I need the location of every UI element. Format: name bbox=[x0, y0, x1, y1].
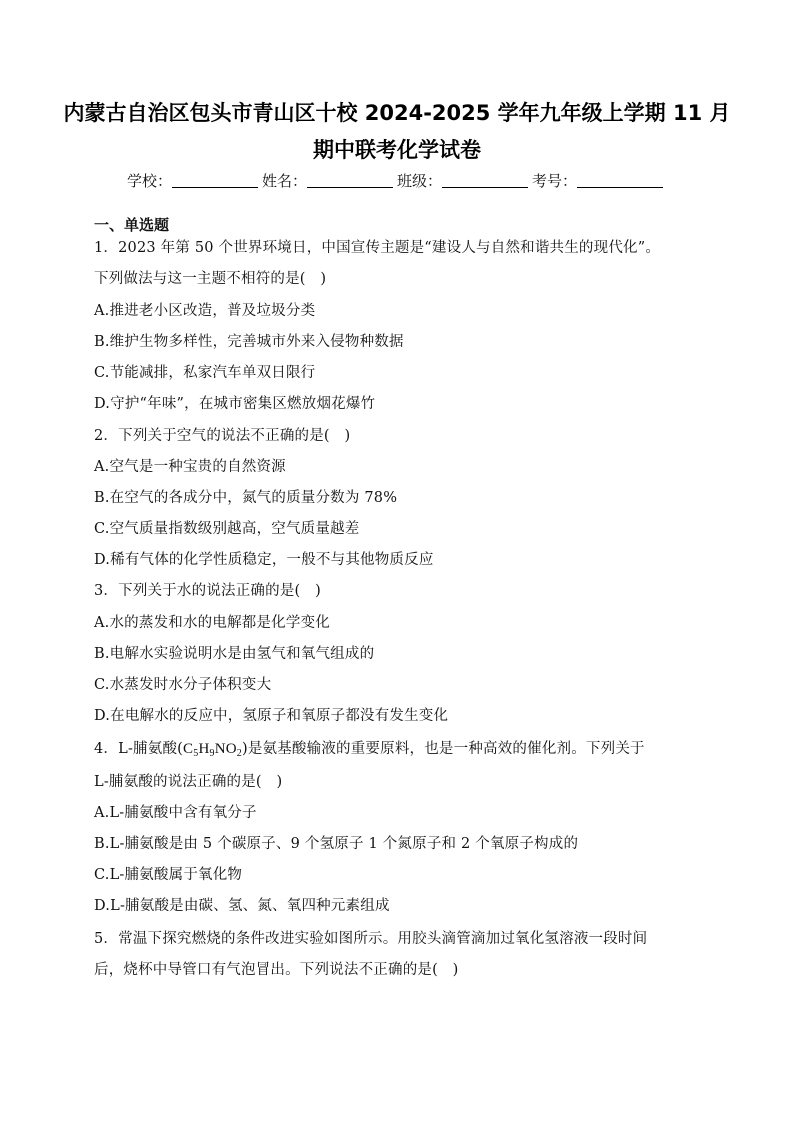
school-label: 学校： bbox=[126, 172, 172, 190]
question-1-text-line2: 下列做法与这一主题不相符的是( ) bbox=[94, 271, 327, 287]
question-4-text-pre: 4．L-脯氨酸( bbox=[94, 741, 184, 757]
question-4-text-line1 bbox=[94, 739, 645, 764]
student-info-row bbox=[0, 170, 794, 192]
name-blank[interactable] bbox=[307, 173, 393, 188]
question-1-option-d[interactable]: D.守护“年味”，在城市密集区燃放烟花爆竹 bbox=[94, 396, 376, 412]
question-4-option-d[interactable]: D.L-脯氨酸是由碳、氢、氮、氧四种元素组成 bbox=[94, 898, 390, 914]
class-blank[interactable] bbox=[442, 173, 528, 188]
question-1-text-line1: 1．2023 年第 50 个世界环境日，中国宣传主题是“建设人与自然和谐共生的现代化”。 bbox=[94, 240, 661, 256]
question-5-text-line1: 5．常温下探究燃烧的条件改进实验如图所示。用胶头滴管滴加过氧化氢溶液一段时间 bbox=[94, 931, 648, 947]
question-3-option-c[interactable]: C.水蒸发时水分子体积变大 bbox=[94, 677, 272, 693]
question-4-text-post: )是氨基酸输液的重要原料，也是一种高效的催化剂。下列关于 bbox=[241, 741, 645, 757]
class-label: 班级： bbox=[397, 172, 443, 190]
question-2-option-d[interactable]: D.稀有气体的化学性质稳定，一般不与其他物质反应 bbox=[94, 552, 434, 568]
question-3-text: 3．下列关于水的说法正确的是( ) bbox=[94, 583, 321, 599]
exam-title-line2: 期中联考化学试卷 bbox=[313, 138, 481, 162]
question-2-option-a[interactable]: A.空气是一种宝贵的自然资源 bbox=[94, 459, 286, 475]
question-3-option-a[interactable]: A.水的蒸发和水的电解都是化学变化 bbox=[94, 615, 330, 631]
question-2-option-c[interactable]: C.空气质量指数级别越高，空气质量越差 bbox=[94, 521, 360, 537]
question-3-option-b[interactable]: B.电解水实验说明水是由氢气和氧气组成的 bbox=[94, 646, 375, 662]
question-5-text-line2: 后，烧杯中导管口有气泡冒出。下列说法不正确的是( ) bbox=[94, 962, 459, 978]
number-label: 考号： bbox=[532, 172, 578, 190]
name-label: 姓名： bbox=[261, 172, 307, 190]
question-2-option-b[interactable]: B.在空气的各成分中，氮气的质量分数为 78% bbox=[94, 490, 398, 506]
proline-formula: $C_5H_9NO_2$ bbox=[183, 741, 242, 759]
question-4-text-line2: L-脯氨酸的说法正确的是( ) bbox=[94, 774, 283, 790]
question-1-option-b[interactable]: B.维护生物多样性，完善城市外来入侵物种数据 bbox=[94, 334, 404, 350]
exam-title-line1: 内蒙古自治区包头市青山区十校 2024-2025 学年九年级上学期 11 月 bbox=[63, 101, 731, 125]
question-4-option-a[interactable]: A.L-脯氨酸中含有氧分子 bbox=[94, 805, 257, 821]
question-4-option-c[interactable]: C.L-脯氨酸属于氧化物 bbox=[94, 867, 243, 883]
school-blank[interactable] bbox=[172, 173, 258, 188]
question-2-text: 2．下列关于空气的说法不正确的是( ) bbox=[94, 428, 351, 444]
section-title: 一、单选题 bbox=[94, 216, 170, 234]
question-3-option-d[interactable]: D.在电解水的反应中，氢原子和氧原子都没有发生变化 bbox=[94, 708, 449, 724]
question-4-option-b[interactable]: B.L-脯氨酸是由 5 个碳原子、9 个氢原子 1 个氮原子和 2 个氧原子构成的 bbox=[94, 836, 579, 852]
question-1-option-a[interactable]: A.推进老小区改造，普及垃圾分类 bbox=[94, 303, 316, 319]
number-blank[interactable] bbox=[577, 173, 663, 188]
question-1-option-c[interactable]: C.节能减排，私家汽车单双日限行 bbox=[94, 365, 316, 381]
